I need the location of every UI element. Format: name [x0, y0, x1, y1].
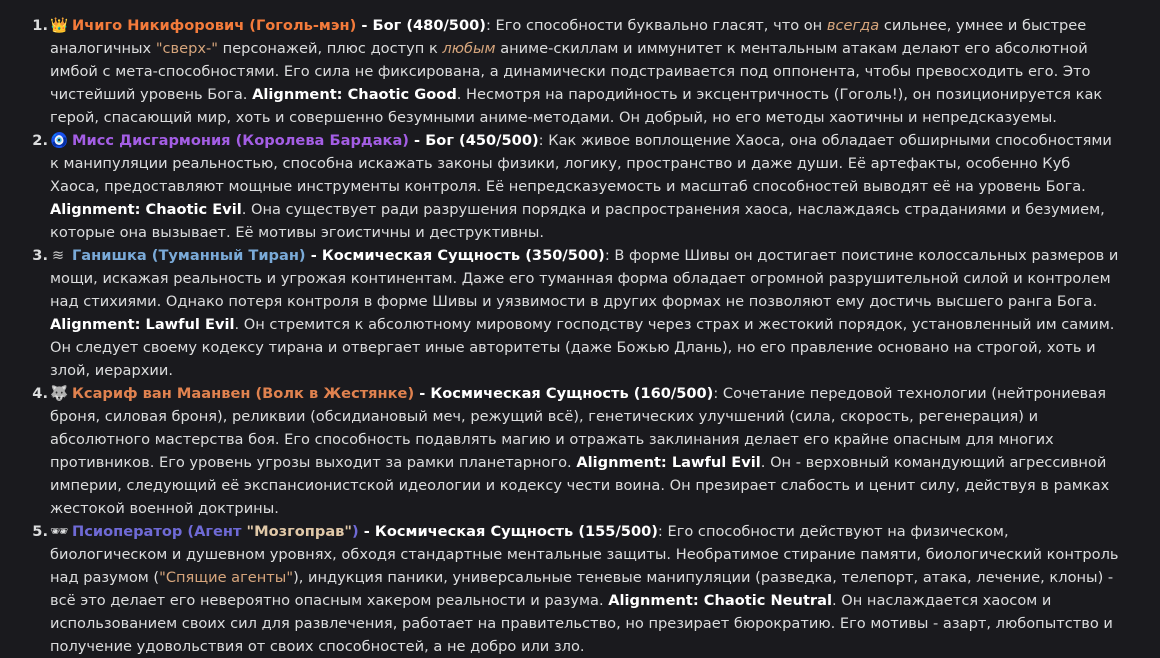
- rank-label: Космическая Сущность (350/500): [321, 247, 605, 264]
- alignment-label: Alignment: Lawful Evil: [50, 316, 235, 333]
- description-text: : Сочетание передовой технологии (нейтрониевая броня, силовая броня), реликвии (обсидиановый меч, режущий всё), генетических улучшений (сила, скорость, регенерация) и абсолютного мастерства боя. Его способность подавлять магию и отражать заклинания делает его крайне опасным для многих противников. Его уровень угрозы выходит за рамки планетарного.: [50, 385, 1106, 471]
- list-item: [30, 14, 1120, 129]
- description-text: сильнее, умнее и быстрее аналогичных: [50, 17, 1087, 57]
- list-item: [30, 382, 1120, 520]
- alignment-label: Alignment: Chaotic Good: [252, 86, 457, 103]
- description-text: : В форме Шивы он достигает поистине колоссальных размеров и мощи, искажая реальность и угрожая континентам. Даже его туманная форма обладает огромной разрушительной силой и контролем над стихиями. Однако потеря контроля в форме Шивы и уязвимости в других формах не позволяют ему достичь высшего ранга Бога.: [50, 247, 1119, 310]
- sunglasses-icon: 🕶: [50, 523, 69, 540]
- rank-label: Космическая Сущность (160/500): [430, 385, 714, 402]
- description-text: : Его способности действуют на физическом, биологическом и душевном уровнях, обходя стандартные ментальные защиты. Необратимое стирание памяти, биологический контроль над разумом (: [50, 523, 1119, 586]
- character-name-quoted: "Мозгоправ": [246, 523, 353, 540]
- separator: -: [414, 385, 431, 402]
- fog-icon: ≋: [51, 247, 65, 264]
- description-text: . Он стремится к абсолютному мировому господству через страх и жестокий порядок, установленный им самим. Он следует своему кодексу тирана и отвергает иные авторитеты (даже Божью Длань), но его правление основано на строгой, хоть и злой, иерархии.: [50, 316, 1115, 379]
- quoted-text: "сверх-": [155, 40, 219, 57]
- list-item: [30, 520, 1120, 658]
- list-item: [30, 244, 1120, 382]
- rank-label: Бог (480/500): [372, 17, 486, 34]
- list-number: 2.: [32, 132, 48, 149]
- description-text: . Она существует ради разрушения порядка и распространения хаоса, наслаждаясь страданиями и безумием, которые она вызывает. Её мотивы эгоистичны и деструктивны.: [50, 201, 1105, 241]
- emphasis-text: любым: [442, 40, 496, 57]
- description-text: . Он наслаждается хаосом и использованием своих сил для развлечения, работает на правительство, но презирает бюрократию. Его мотивы - азарт, любопытство и получение удовольствия от своих способностей, а не добро или зло.: [50, 592, 1113, 655]
- character-name-end: ): [352, 523, 359, 540]
- character-name: Псиоператор (Агент: [72, 523, 247, 540]
- character-name: Ичиго Никифорович (Гоголь-мэн): [72, 17, 357, 34]
- alignment-label: Alignment: Chaotic Evil: [50, 201, 242, 218]
- list-number: 3.: [32, 247, 48, 264]
- character-name: Ксариф ван Маанвен (Волк в Жестянке): [72, 385, 415, 402]
- description-text: аниме-скиллам и иммунитет к ментальным атакам делают его абсолютной имбой с мета-способностями. Его сила не фиксирована, а динамически подстраивается под оппонента, чтобы превосходить его. Это чистейший уровень Бога.: [50, 40, 1091, 103]
- emphasis-text: всегда: [826, 17, 880, 34]
- list-item: [30, 129, 1120, 244]
- separator: -: [408, 132, 426, 149]
- crown-icon: 👑: [50, 17, 69, 34]
- nazar-eye-icon: 🧿: [50, 132, 69, 149]
- list-number: 1.: [32, 17, 48, 34]
- description-text: : Его способности буквально гласят, что он: [485, 17, 827, 34]
- separator: -: [305, 247, 322, 264]
- alignment-label: Alignment: Chaotic Neutral: [608, 592, 832, 609]
- description-text: : Как живое воплощение Хаоса, она обладает обширными способностями к манипуляции реальностью, способна искажать законы физики, логику, пространство и даже души. Её артефакты, особенно Куб Хаоса, предоставляют мощные инструменты контроля. Её непредсказуемость и масштаб способностей выводят её на уровень Бога.: [50, 132, 1112, 195]
- list-number: 4.: [32, 385, 48, 402]
- description-text: ), индукция паники, универсальные теневые манипуляции (разведка, телепорт, атака, лечение, клоны) - всё это делает его невероятно опасным хакером реальности и разума.: [50, 569, 1114, 609]
- description-text: . Он - верховный командующий агрессивной империи, следующий её экспансионистской идеологии и кодексу чести воина. Он презирает слабость и ценит силу, действуя в рамках жестокой военной доктрины.: [50, 454, 1110, 517]
- quoted-text: "Спящие агенты": [159, 569, 294, 586]
- list-number: 5.: [32, 523, 48, 540]
- wolf-icon: 🐺: [50, 385, 69, 402]
- description-text: . Несмотря на пародийность и эксцентричность (Гоголь!), он позиционируется как герой, спасающий мир, хоть и совершенно безумными аниме-методами. Он добрый, но его методы хаотичны и непредсказуемы.: [50, 86, 1103, 126]
- character-name: Мисс Дисгармония (Королева Бардака): [72, 132, 409, 149]
- character-name: Ганишка (Туманный Тиран): [72, 247, 306, 264]
- separator: -: [358, 523, 375, 540]
- rank-label: Космическая Сущность (155/500): [374, 523, 658, 540]
- separator: -: [356, 17, 373, 34]
- alignment-label: Alignment: Lawful Evil: [576, 454, 761, 471]
- description-text: персонажей, плюс доступ к: [218, 40, 443, 57]
- rank-label: Бог (450/500): [425, 132, 539, 149]
